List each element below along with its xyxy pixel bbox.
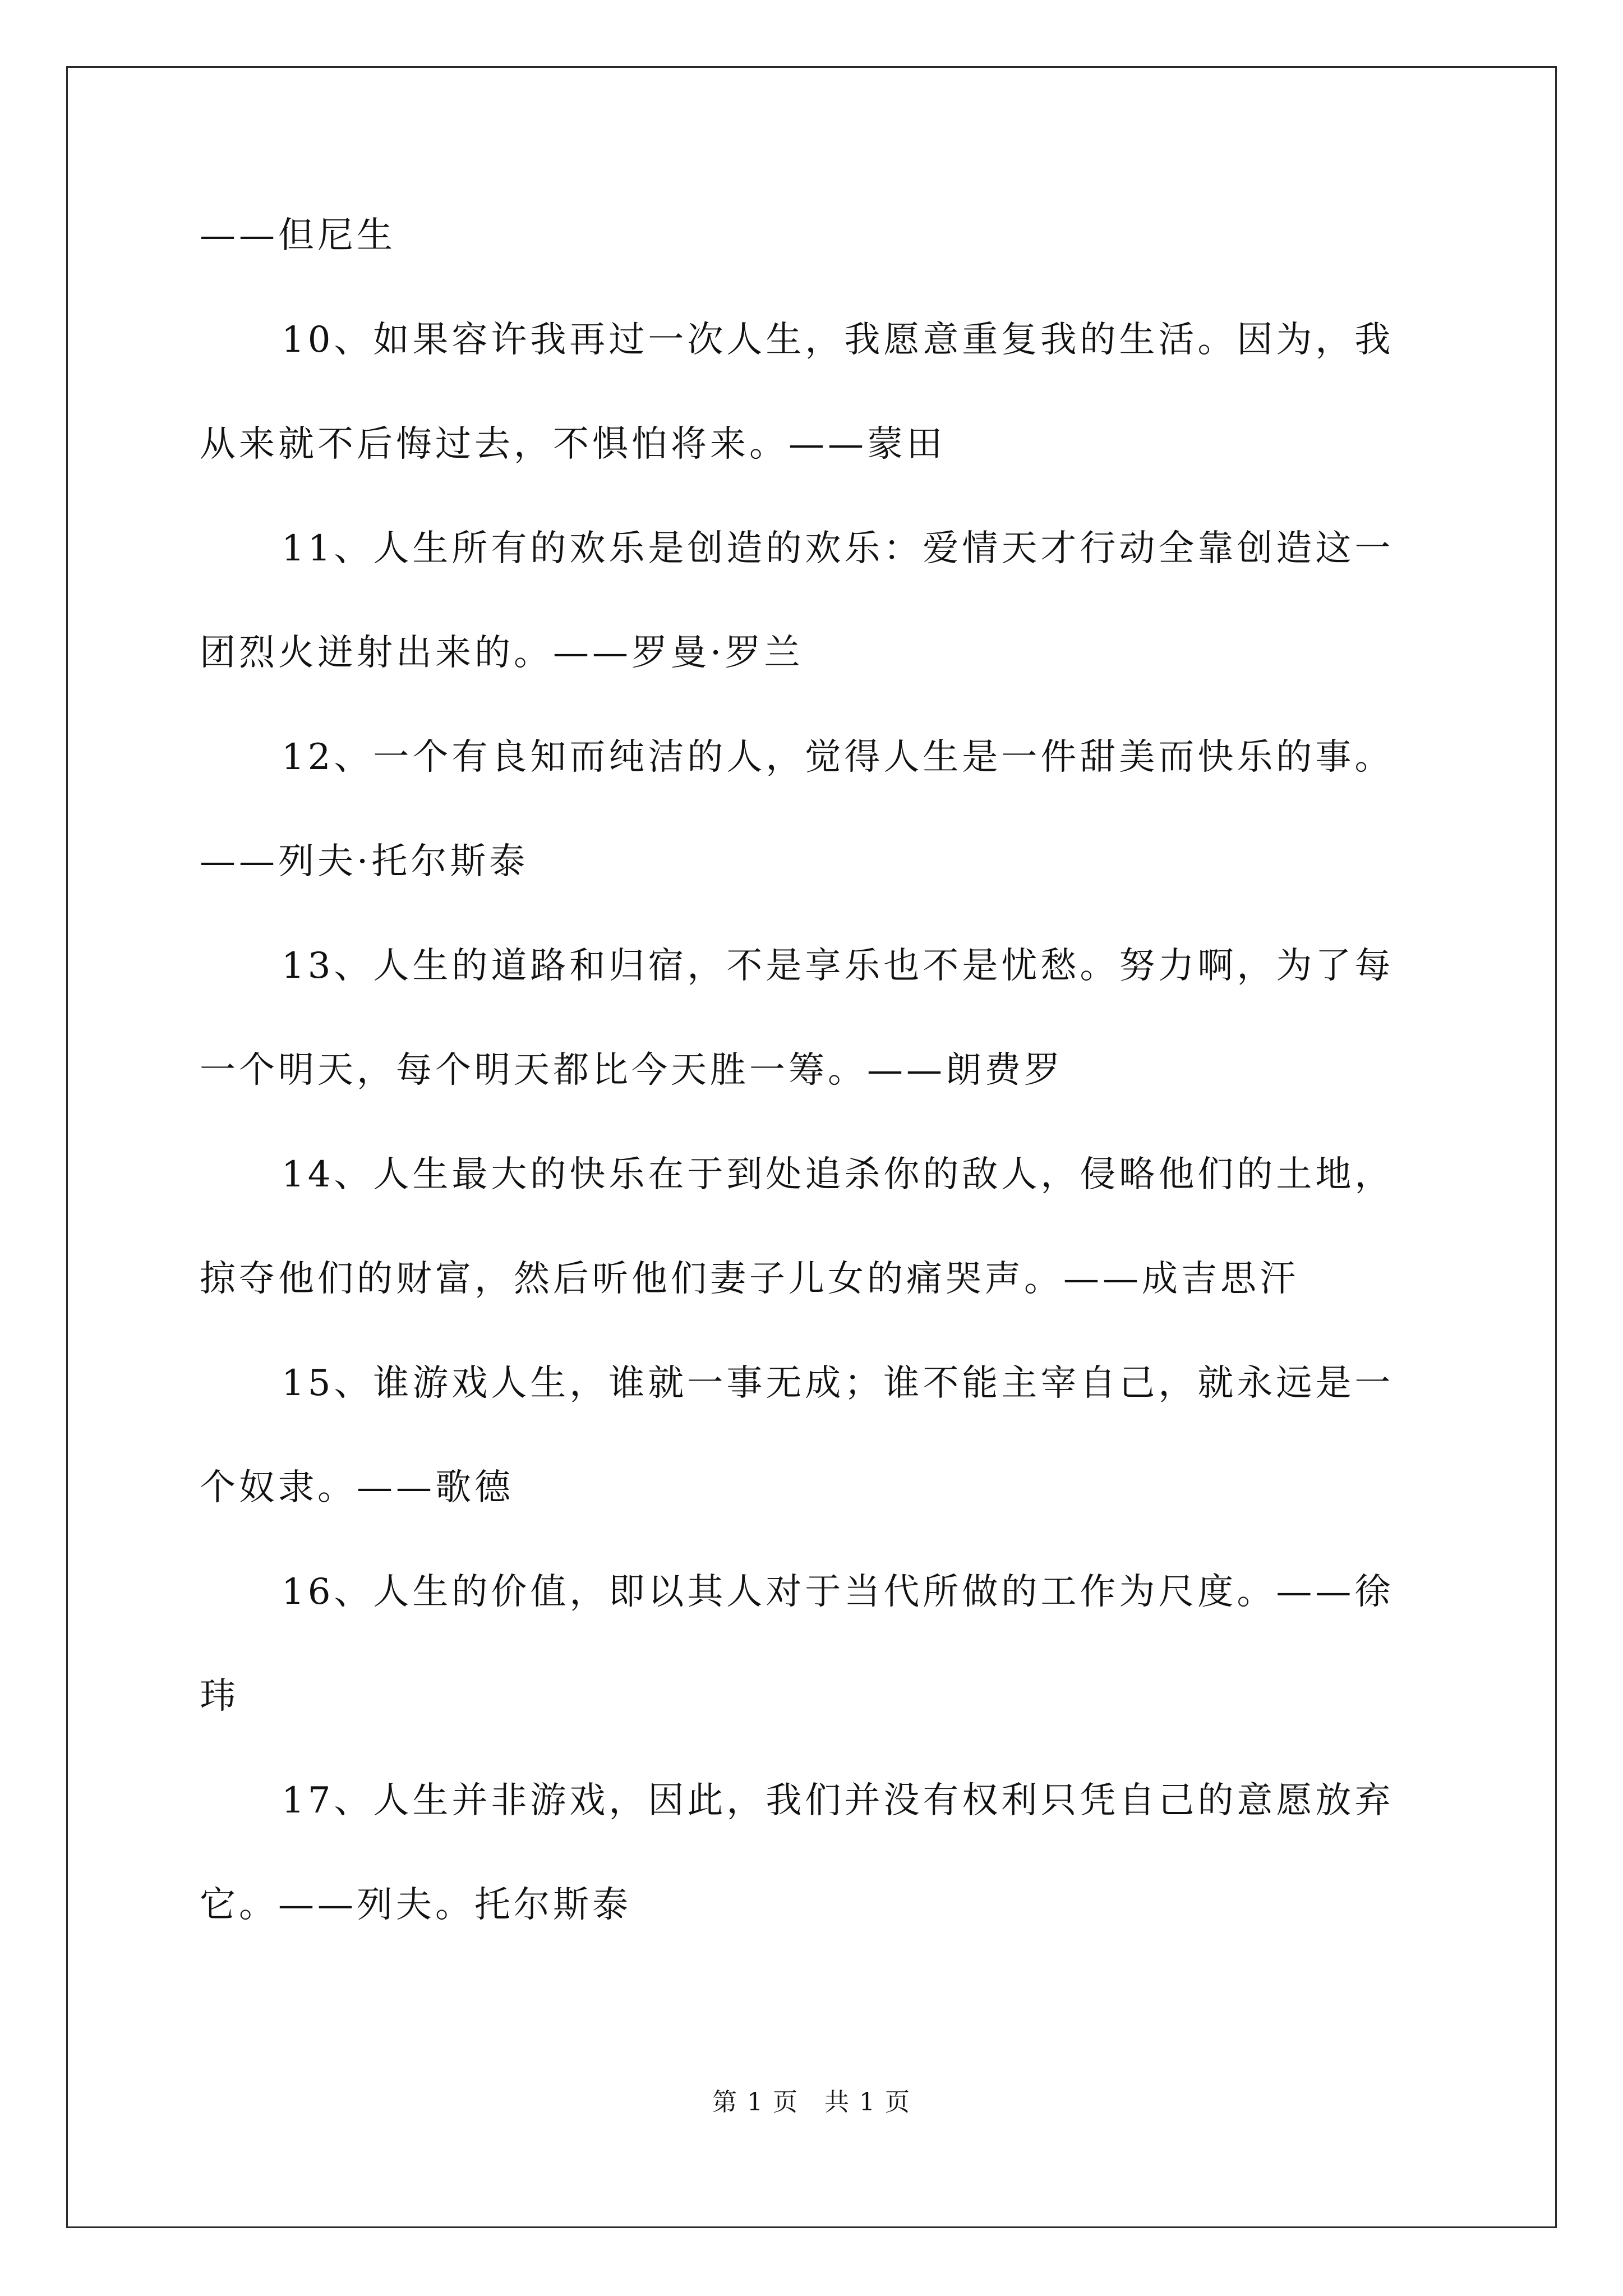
text-line: 15、谁游戏人生，谁就一事无成；谁不能主宰自己，就永远是一: [282, 1363, 1394, 1404]
text-line: 17、人生并非游戏，因此，我们并没有权利只凭自己的意愿放弃: [282, 1780, 1394, 1821]
text-line: 14、人生最大的快乐在于到处追杀你的敌人，侵略他们的土地，: [282, 1154, 1394, 1195]
text-line: 13、人生的道路和归宿，不是享乐也不是忧愁。努力啊，为了每: [282, 945, 1394, 987]
text-line: ——列夫·托尔斯泰: [200, 841, 529, 882]
text-line: 掠夺他们的财富，然后听他们妻子儿女的痛哭声。——成吉思汗: [200, 1258, 1299, 1300]
text-line: 团烈火迸射出来的。——罗曼·罗兰: [200, 632, 804, 674]
text-line: ——但尼生: [200, 215, 396, 256]
text-line: 从来就不后悔过去，不惧怕将来。——蒙田: [200, 424, 946, 465]
text-line: 个奴隶。——歌德: [200, 1467, 514, 1508]
text-line: 它。——列夫。托尔斯泰: [200, 1884, 631, 1926]
text-line: 10、如果容许我再过一次人生，我愿意重复我的生活。因为，我: [282, 319, 1394, 361]
text-line: 玮: [200, 1676, 239, 1717]
text-line: 12、一个有良知而纯洁的人，觉得人生是一件甜美而快乐的事。: [282, 737, 1394, 778]
text-line: 一个明天，每个明天都比今天胜一筹。——朗费罗: [200, 1050, 1063, 1091]
text-line: 11、人生所有的欢乐是创造的欢乐：爱情天才行动全靠创造这一: [282, 528, 1394, 569]
page-footer: 第 1 页 共 1 页: [712, 2088, 911, 2116]
text-line: 16、人生的价值，即以其人对于当代所做的工作为尺度。——徐: [282, 1571, 1394, 1613]
